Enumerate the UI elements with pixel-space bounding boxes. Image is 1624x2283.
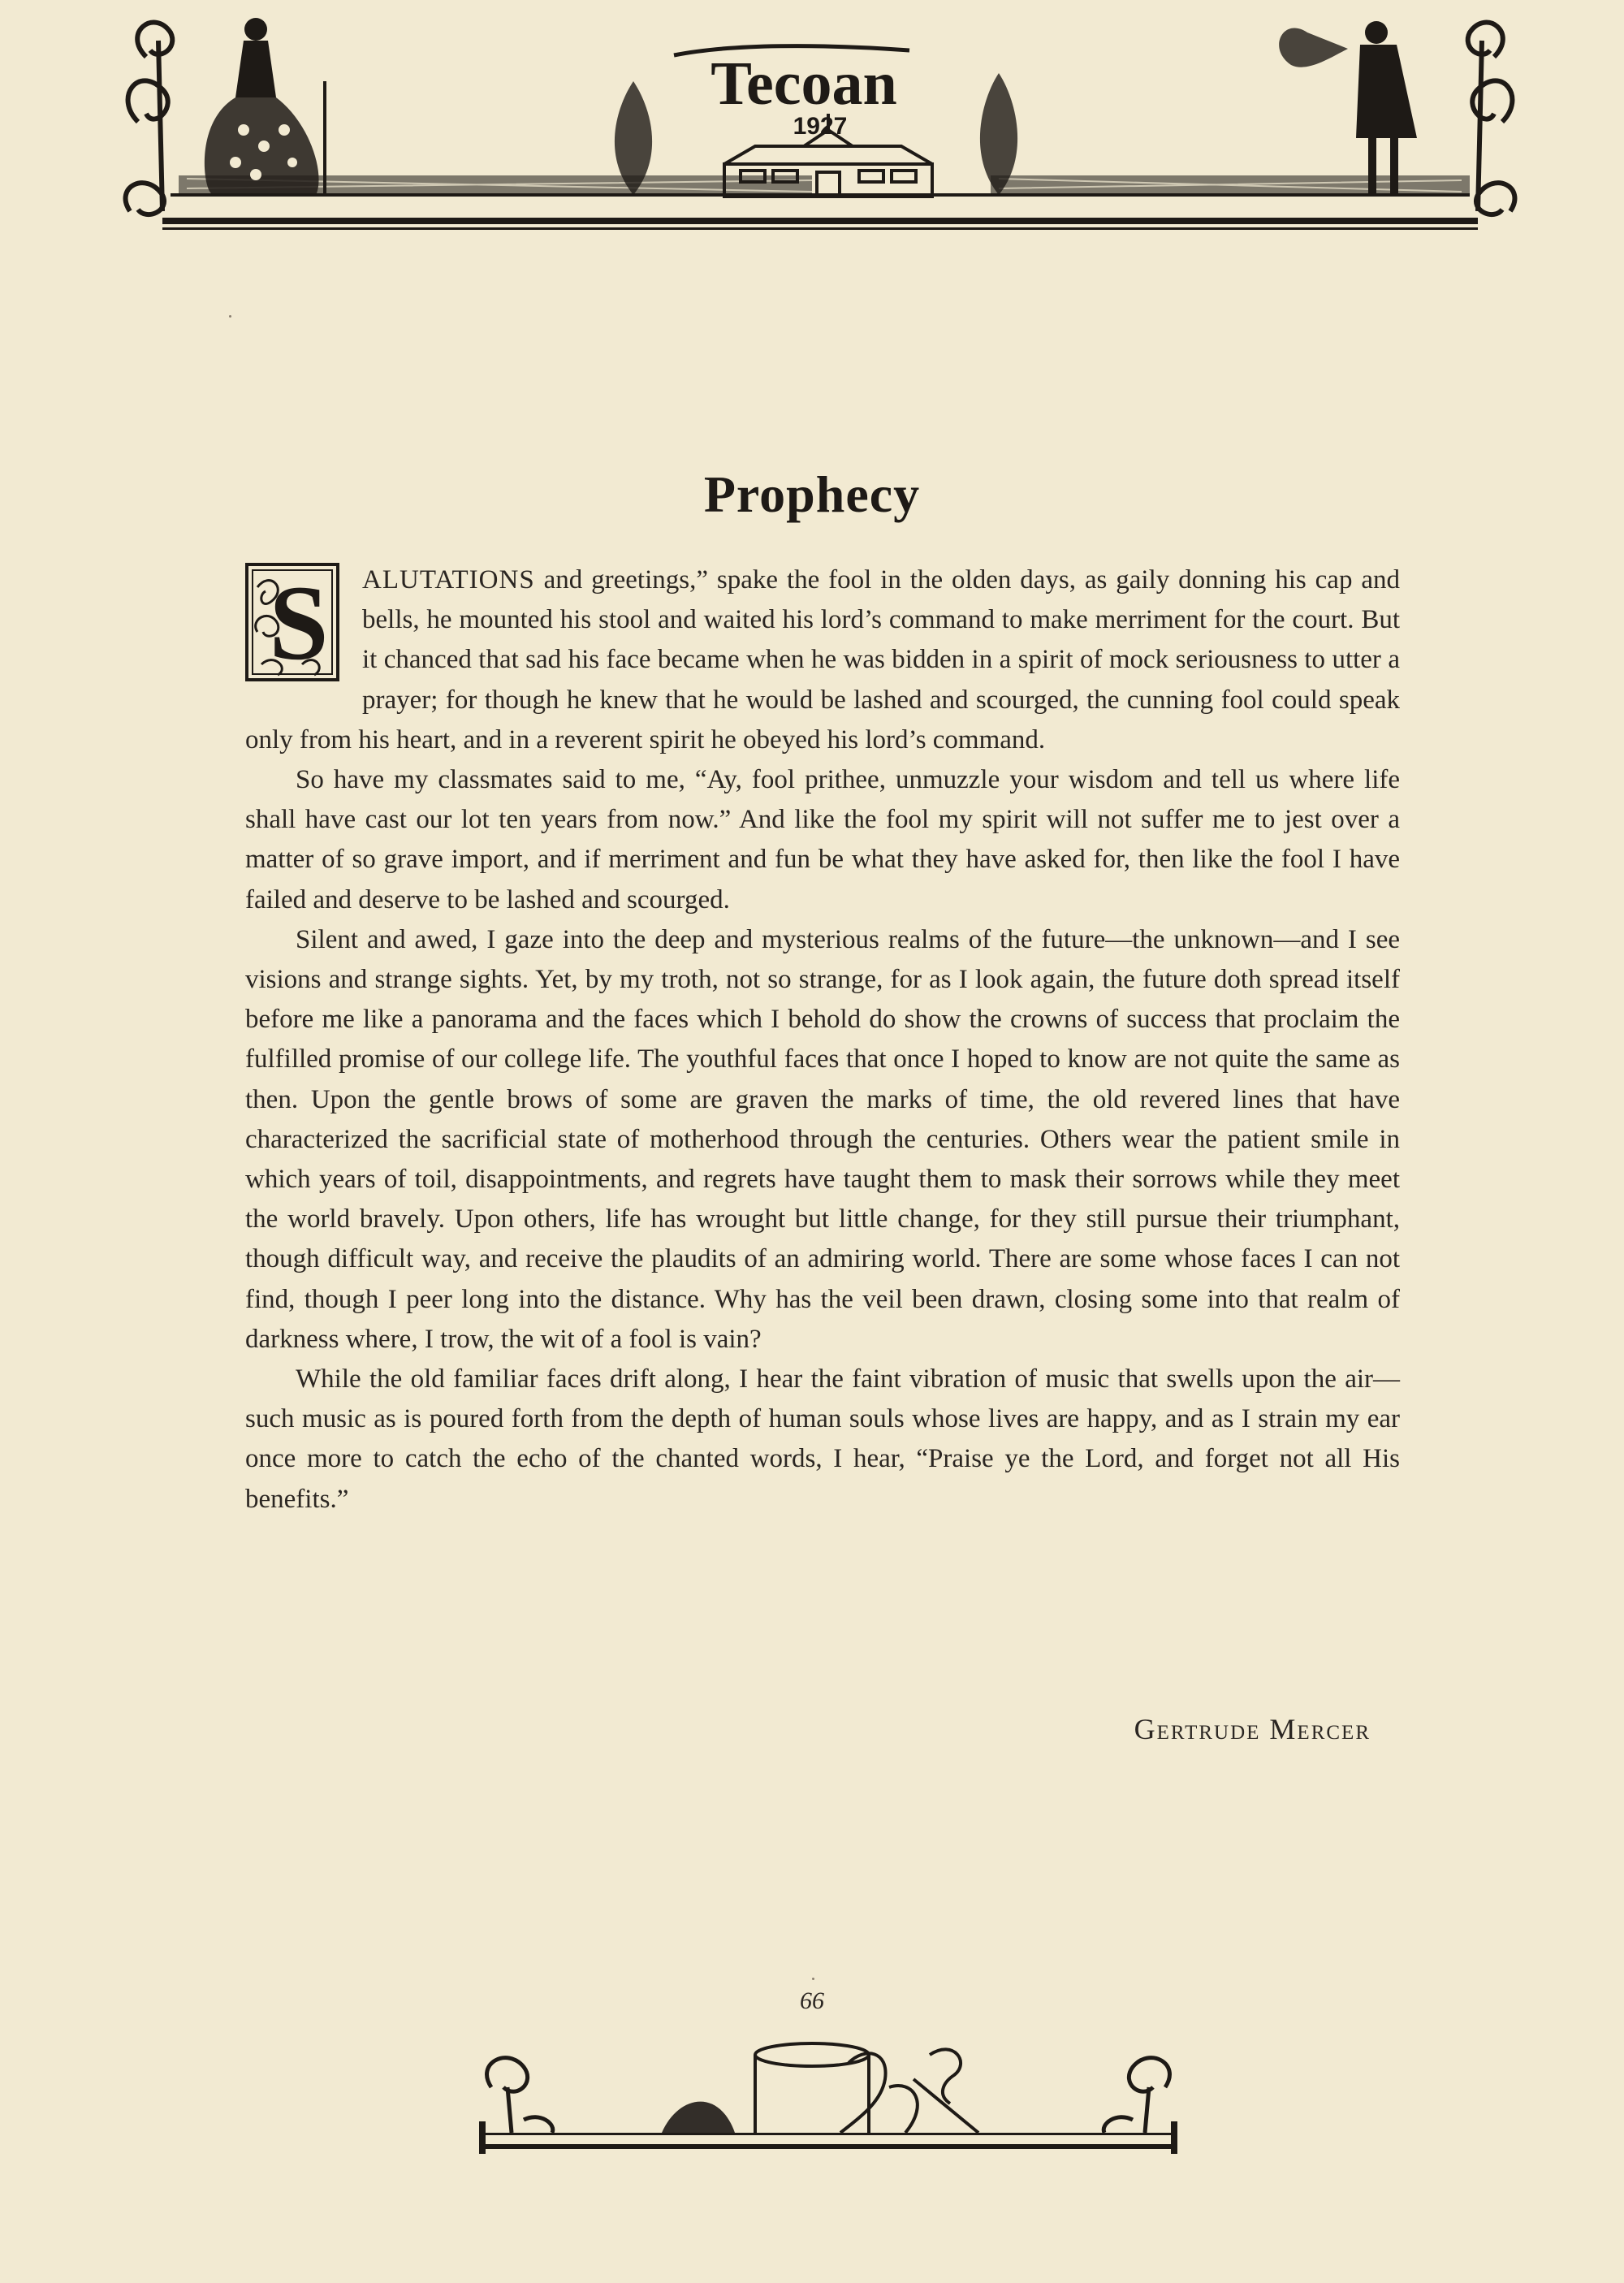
paragraph-4: While the old familiar faces drift along, I hear the faint vibration of music that swells upon the air—such music as is poured forth from the depth of human souls whose lives are happy, and as I strain my ear once more to catch the echo of the chanted words, I hear, “Praise ye the Lord, and forget not all His benefits.” <box>245 1364 1400 1514</box>
paragraph-2: So have my classmates said to me, “Ay, fool prithee, unmuzzle your wisdom and tell us where life shall have cast our lot ten years from now.” And like the fool my spirit will not suffer me to jest over a matter of so grave import, and if merriment and fun be what they have asked for, then like the fool I have failed and deserve to be lashed and scourged. <box>245 765 1400 914</box>
header-banner <box>114 8 1527 244</box>
yearbook-year: 1927 <box>793 113 848 140</box>
illuminated-dropcap-icon <box>245 563 339 681</box>
paragraph-1 <box>245 560 1400 760</box>
dropcap-letter: S <box>269 563 329 681</box>
paragraph-1-lead: ALUTATIONS <box>362 565 535 595</box>
yearbook-wordmark: Tecoan <box>710 50 897 118</box>
paragraph-3: Silent and awed, I gaze into the deep and mysterious realms of the future—the unknown—and I see visions and strange sights. Yet, by my troth, not so strange, for as I look again, the future doth spread itself before me like a panorama and the faces which I behold do show the crowns of success that proclaim the fulfilled promise of our college life. The youthful faces that once I hoped to know are not quite the same as then. Upon the gentle brows of some are graven the marks of time, the old revered lines that have characterized the sacrificial state of motherhood through the centuries. Others wear the patient smile in which years of toil, disappointments, and regrets have taught them to mask their sorrows while they meet the world bravely. Upon others, life has wrought but little change, for they still pursue their triumphant, though difficult way, and receive the plaudits of an admiring world. There are some whose faces I can not find, though I peer long into the distance. Why has the veil been drawn, closing some into that realm of darkness where, I trow, the wit of a fool is vain? <box>245 924 1400 1354</box>
author-signature: Gertrude Mercer <box>1134 1713 1371 1745</box>
page-number: 66 <box>800 1987 824 2014</box>
paper-speck <box>229 315 231 318</box>
article-body <box>245 560 1400 1520</box>
paragraph-1-text: and greetings,” spake the fool in the olden days, as gaily donning his cap and bells, he mounted his stool and waited his lord’s command to make merriment for the court. But it chanced that sad his face became when he was bidden in a spirit of mock seriousness to utter a prayer; for though he knew that he would be lashed and scourged, the cunning fool could speak only from his heart, and in a reverent spirit he obeyed his lord’s command. <box>245 565 1400 755</box>
footer-ornament-icon <box>475 2030 1181 2164</box>
paper-speck <box>812 1978 814 1980</box>
page-title: Prophecy <box>703 465 921 523</box>
